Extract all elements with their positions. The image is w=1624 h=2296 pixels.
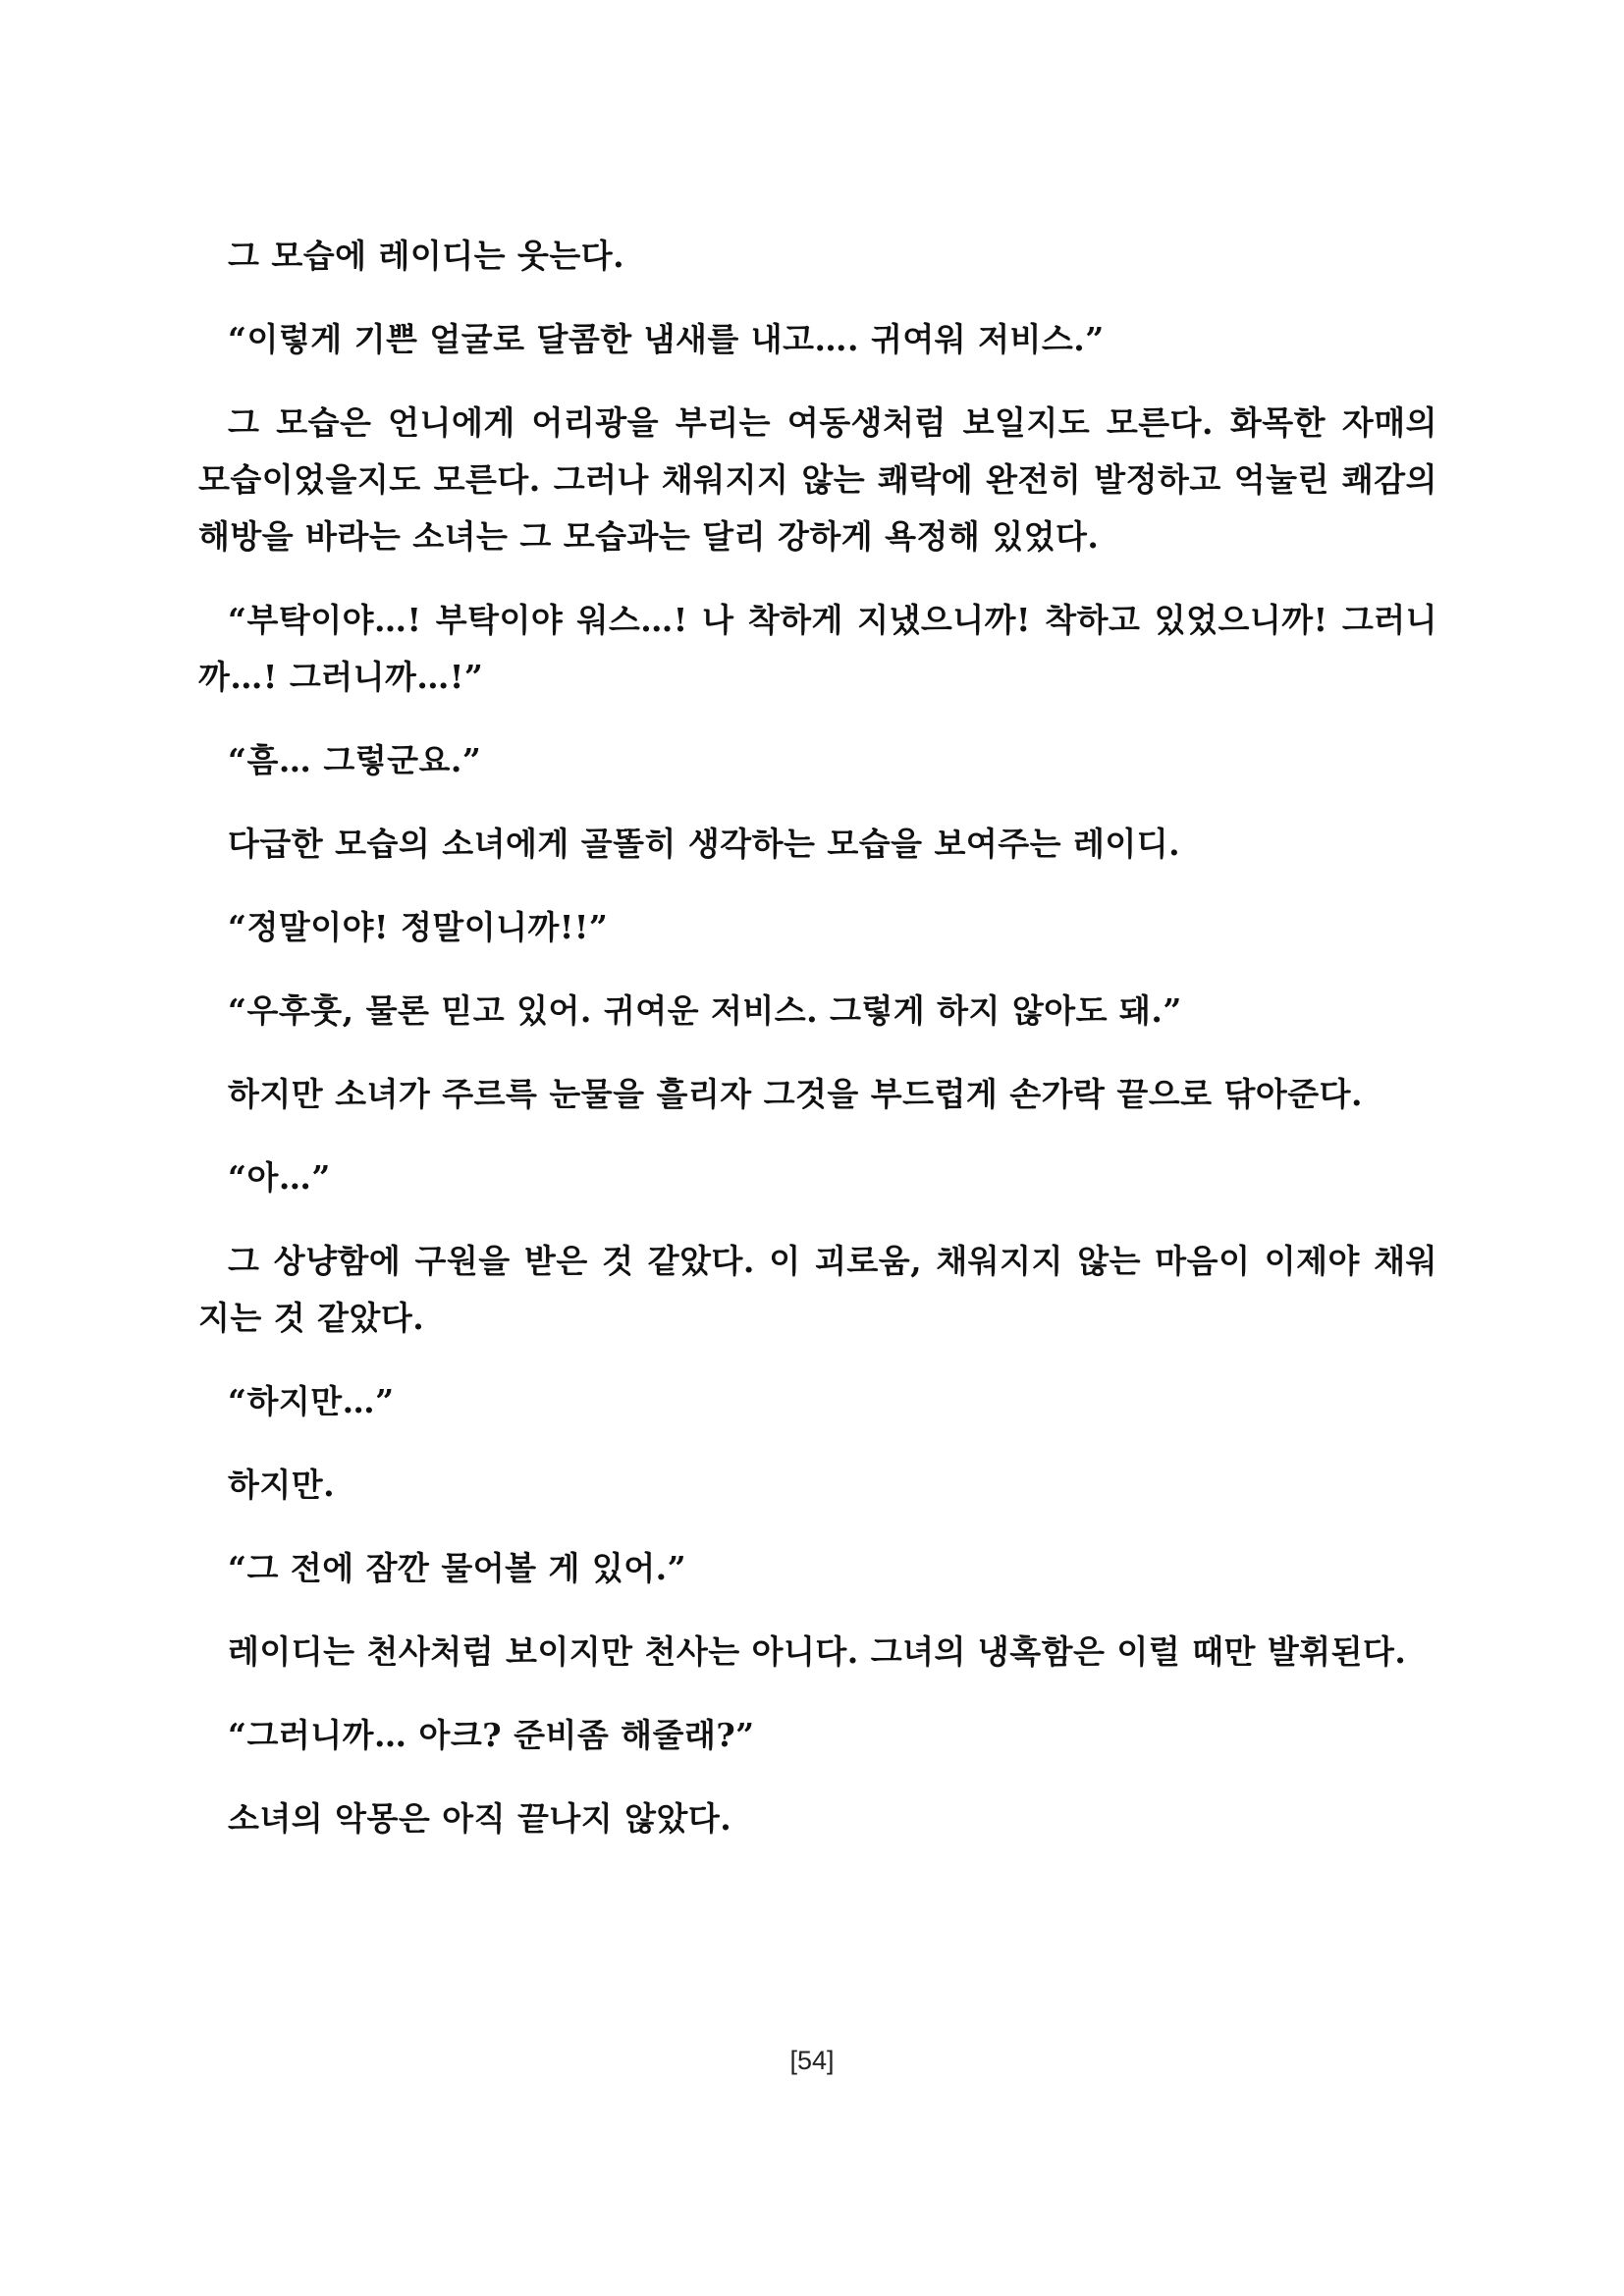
paragraph: 레이디는 천사처럼 보이지만 천사는 아니다. 그녀의 냉혹함은 이럴 때만 발휘된다.: [228, 1632, 1407, 1671]
paragraph: “이렇게 기쁜 얼굴로 달콤한 냄새를 내고…. 귀여워 저비스.”: [228, 320, 1105, 358]
paragraph: 그 모습은 언니에게 어리광을 부리는 여동생처럼 보일지도 모른다. 화목한 자매의 모습이었을지도 모른다. 그러나 채워지지 않는 쾌락에 완전히 발정하고 억눌린 쾌감의 해방을 바라는 소녀는 그 모습과는 달리 강하게 욕정해 있었다.: [198, 403, 1437, 556]
paragraph: “부탁이야…! 부탁이야 워스…! 나 착하게 지냈으니까! 착하고 있었으니까! 그러니까…! 그러니까…!”: [198, 601, 1437, 696]
paragraph: 소녀의 악몽은 아직 끝나지 않았다.: [228, 1799, 732, 1838]
paragraph: “하지만…”: [228, 1382, 395, 1420]
body-text: [198, 228, 1437, 1874]
paragraph: 다급한 모습의 소녀에게 골똘히 생각하는 모습을 보여주는 레이디.: [228, 825, 1181, 863]
paragraph: “흠… 그렇군요.”: [228, 741, 482, 779]
paragraph: 하지만 소녀가 주르륵 눈물을 흘리자 그것을 부드럽게 손가락 끝으로 닦아준다.: [228, 1075, 1363, 1113]
paragraph: 하지만.: [228, 1466, 336, 1504]
paragraph: 그 상냥함에 구원을 받은 것 같았다. 이 괴로움, 채워지지 않는 마음이 이제야 채워지는 것 같았다.: [198, 1242, 1437, 1337]
paragraph: “우후훗, 물론 믿고 있어. 귀여운 저비스. 그렇게 하지 않아도 돼.”: [228, 991, 1182, 1030]
paragraph: “그 전에 잠깐 물어볼 게 있어.”: [228, 1549, 687, 1587]
paragraph: “정말이야! 정말이니까!!”: [228, 908, 609, 946]
page-number: [54]: [789, 2046, 835, 2075]
paragraph: “아…”: [228, 1158, 331, 1197]
paragraph: 그 모습에 레이디는 웃는다.: [228, 237, 625, 275]
paragraph: “그러니까… 아크? 준비좀 해줄래?”: [228, 1716, 755, 1754]
